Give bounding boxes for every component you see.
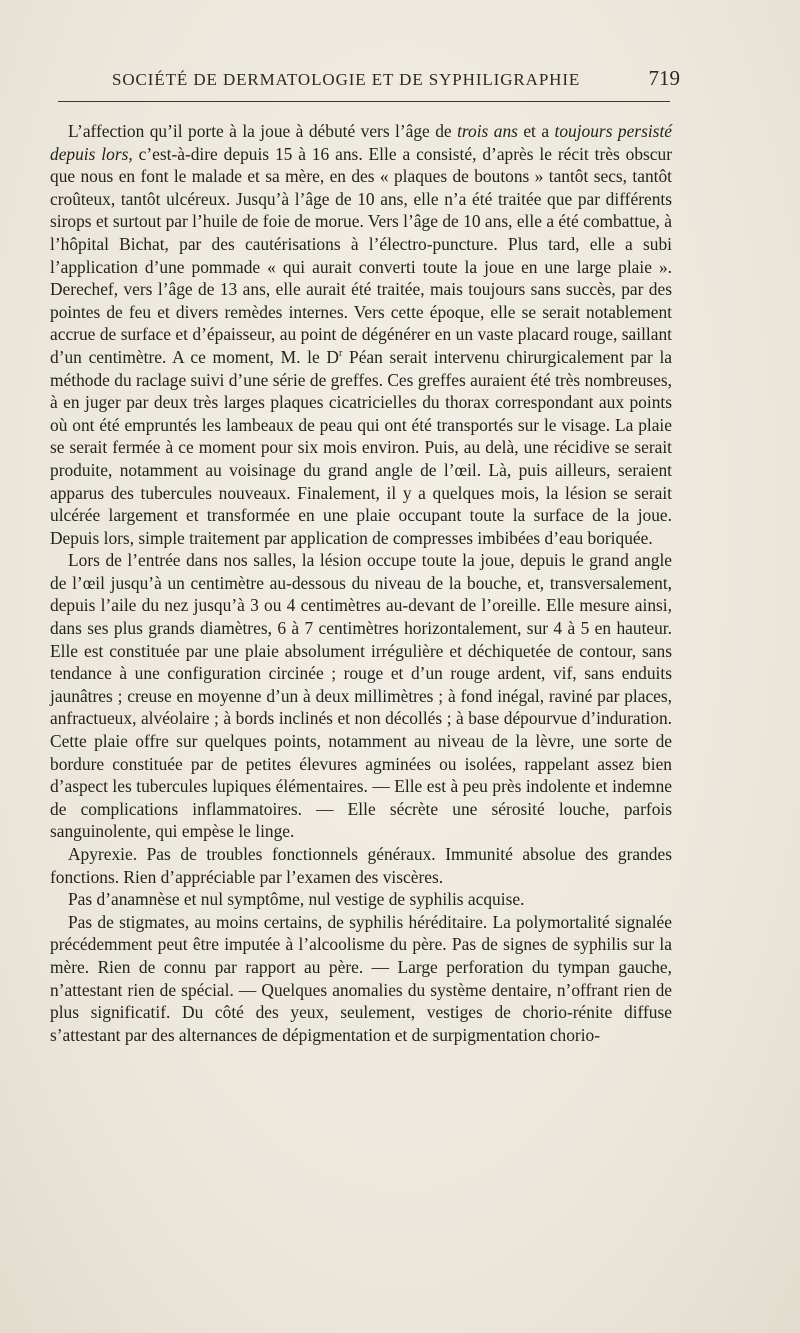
paragraph-1-text-a: L’affection qu’il porte à la joue à débuté vers l’âge de xyxy=(68,121,458,141)
paragraph-1-italic-a: trois ans xyxy=(457,121,518,141)
paragraph-1-text-b: et a xyxy=(517,121,555,141)
paragraph-1-text-d: Péan serait intervenu chirurgicalement par la méthode du raclage suivi d’une série de greffes. Ces greffes auraient été très nombreuses, à en juger par deux très larges plaques cicatricielles du thorax correspondant aux points où ont été empruntés les lambeaux de peau qui ont été transportés sur le visage. La plaie se serait fermée à ce moment pour six mois environ. Puis, au delà, une récidive se serait produite, notamment au voisinage du grand angle de l’œil. Là, puis ailleurs, seraient apparus des tubercules nouveaux. Finalement, il y a quelques mois, la lésion se serait ulcérée largement et transformée en une plaie occupant toute la surface de la joue. Depuis lors, simple traitement par application de compresses imbibées d’eau boriquée. xyxy=(50,346,672,548)
paragraph-acquired-syphilis: Pas d’anamnèse et nul symptôme, nul vestige de syphilis acquise. xyxy=(68,889,525,910)
running-head xyxy=(84,66,680,96)
paragraph-history xyxy=(50,120,672,549)
running-title: SOCIÉTÉ DE DERMATOLOGIE ET DE SYPHILIGRAPHIE xyxy=(112,70,581,89)
paragraph-hereditary-syphilis: Pas de stigmates, au moins certains, de syphilis héréditaire. La polymortalité signalée précédemment peut être imputée à l’alcoolisme du père. Pas de signes de syphilis sur la mère. Rien de connu par rapport au père. — Large perforation du tympan gauche, n’attestant rien de spécial. — Quelques anomalies du système dentaire, n’offrant rien de plus significatif. Du côté des yeux, seulement, vestiges de chorio-rénite diffuse s’attestant par des alternances de dépigmentation et de surpigmentation chorio- xyxy=(50,911,672,1045)
paragraph-1-text-c: c’est-à-dire depuis 15 à 16 ans. Elle a consisté, d’après le récit très obscur que nous en font le malade et sa mère, en des « plaques de boutons » tantôt secs, tantôt croûteux, tantôt ulcéreux. Jusqu’à l’âge de 10 ans, elle n’a été traitée que par différents sirops et surtout par l’huile de foie de morue. Vers l’âge de 10 ans, elle a été combattue, à l’hôpital Bichat, par des cautérisations à l’électro-puncture. Plus tard, elle a subi l’application d’une pommade « qui aurait converti toute la joue en une large plaie ». Derechef, vers l’âge de 13 ans, elle aurait été traitée, mais toujours sans succès, par des pointes de feu et divers remèdes internes. Vers cette époque, elle se serait notablement accrue de surface et d’épaisseur, au point de dégénérer en un vaste placard rouge, saillant d’un centimètre. A ce moment, M. le D xyxy=(50,143,672,367)
page-number: 719 xyxy=(648,66,680,90)
body-text xyxy=(50,120,672,1046)
paragraph-lesion: Lors de l’entrée dans nos salles, la lésion occupe toute la joue, depuis le grand angle de l’œil jusqu’à un centimètre au-dessous du niveau de la bouche, et, transversalement, depuis l’aile du nez jusqu’à 3 ou 4 centimètres au-devant de l’oreille. Elle mesure ainsi, dans ses plus grands diamètres, 6 à 7 centimètres horizontalement, sur 4 à 5 en hauteur. Elle est constituée par une plaie absolument irrégulière et déchiquetée de contour, sans tendance à une configuration circinée ; rouge et d’un rouge ardent, vif, sans enduits jaunâtres ; creuse en moyenne d’un à deux millimètres ; à fond inégal, raviné par places, anfractueux, alvéolaire ; à bords inclinés et non décollés ; à base dépourvue d’induration. Cette plaie offre sur quelques points, notamment au niveau de la lèvre, une sorte de bordure constituée par de petites élevures agminées ou isolées, rappelant assez bien d’aspect les tubercules lupiques élémentaires. — Elle est à peu près indolente et indemne de complications inflammatoires. — Elle sécrète une sérosité louche, parfois sanguinolente, qui empèse le linge. xyxy=(50,550,672,842)
paragraph-1-superscript: r xyxy=(338,348,343,360)
header-rule xyxy=(58,101,670,102)
paragraph-1-italic-b: toujours persisté depuis lors, xyxy=(50,121,672,164)
paragraph-general-state: Apyrexie. Pas de troubles fonctionnels généraux. Immunité absolue des grandes fonctions. Rien d’appréciable par l’examen des viscères. xyxy=(50,844,672,887)
